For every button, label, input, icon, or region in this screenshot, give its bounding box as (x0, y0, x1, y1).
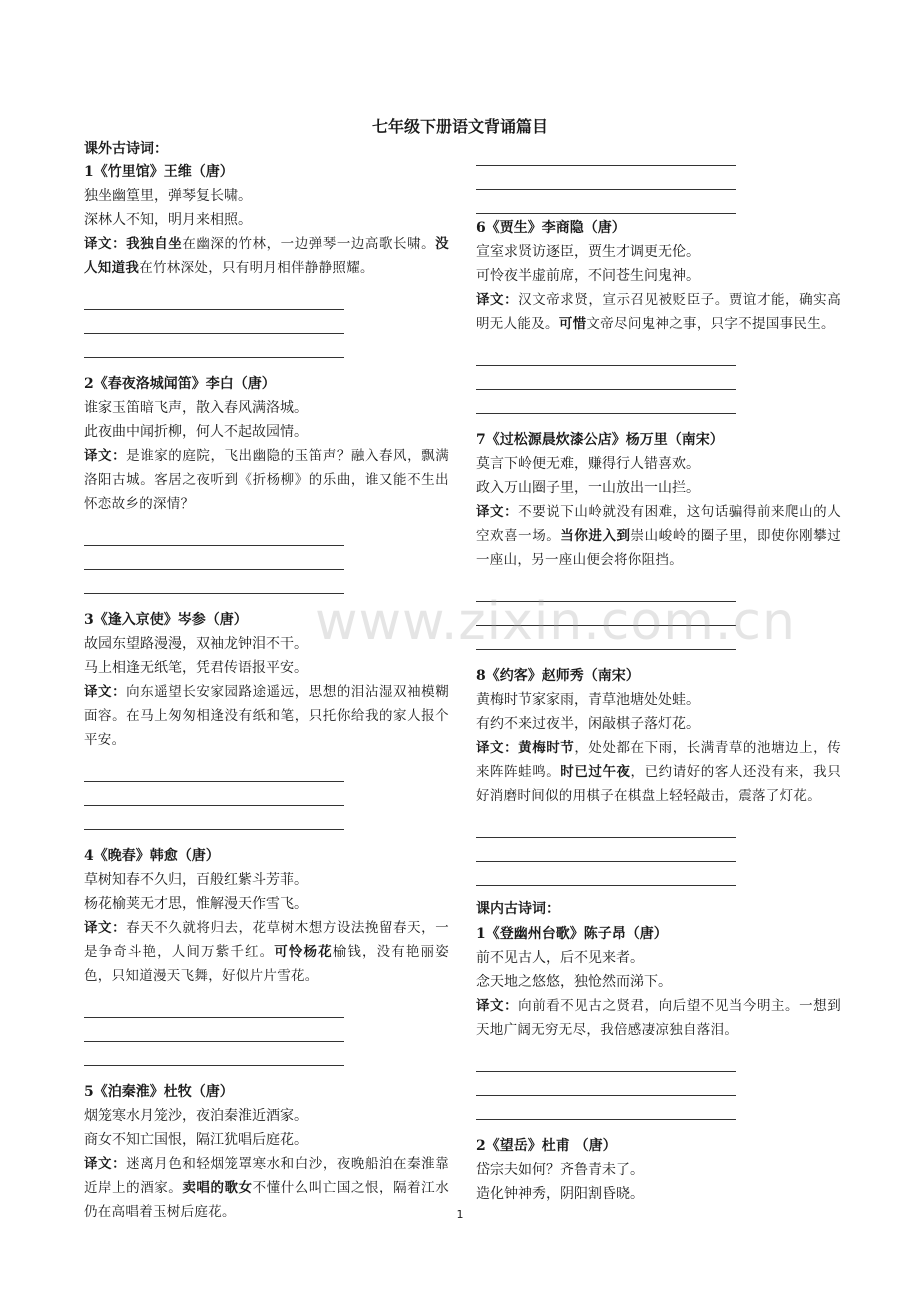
translation-emphasis: 译文： (84, 684, 127, 700)
poem-title: 1《竹里馆》王维（唐） (84, 164, 234, 180)
answer-line (84, 522, 344, 546)
right-poem-list (476, 216, 841, 886)
poem-title: 1《登幽州台歌》陈子昂（唐） (476, 926, 668, 942)
translation-text: ，已约请好的客人还没有来，我只好消磨时间似的用棋子在棋盘上轻轻敲击，震落了灯花。 (476, 764, 842, 804)
translation-emphasis: 译文： (476, 292, 519, 308)
poem-line: 前不见古人，后不见来者。 (476, 950, 644, 966)
answer-lines (476, 814, 841, 886)
poem-line: 草树知春不久归，百般红紫斗芳菲。 (84, 872, 308, 888)
left-column (84, 138, 449, 1224)
poem-title: 6《贾生》李商隐（唐） (476, 220, 626, 236)
answer-line (476, 838, 736, 862)
answer-line (476, 626, 736, 650)
poem-line: 可怜夜半虚前席，不问苍生问鬼神。 (476, 268, 700, 284)
translation (476, 994, 841, 1042)
translation-emphasis: 译文： (476, 740, 519, 756)
answer-line (84, 310, 344, 334)
answer-line (84, 570, 344, 594)
answer-lines (476, 1048, 841, 1120)
translation-emphasis: 我独自坐 (126, 236, 183, 252)
watermark: www.zixin.com.cn (315, 592, 796, 652)
answer-line (84, 758, 344, 782)
right-poem-list-2 (476, 922, 841, 1206)
poem-line: 商女不知亡国恨，隔江犹唱后庭花。 (84, 1132, 308, 1148)
poem-line: 独坐幽篁里，弹琴复长啸。 (84, 188, 252, 204)
answer-lines (84, 994, 449, 1066)
poem-title: 2《望岳》杜甫 （唐） (476, 1138, 617, 1154)
answer-line (476, 1096, 736, 1120)
poem-line: 深林人不知，明月来相照。 (84, 212, 252, 228)
translation (476, 500, 841, 572)
poem-line: 有约不来过夜半，闲敲棋子落灯花。 (476, 716, 700, 732)
answer-line (476, 366, 736, 390)
translation-text: 向前看不见古之贤君，向后望不见当今明主。一想到天地广阔无穷无尽，我倍感凄凉独自落泪。 (476, 998, 842, 1038)
answer-line (476, 390, 736, 414)
translation-emphasis: 可怜杨花 (274, 944, 333, 960)
poem-title: 3《逢入京使》岑参（唐） (84, 612, 248, 628)
translation-text: 在竹林深处，只有明月相伴静静照耀。 (139, 260, 374, 276)
poem-line: 莫言下岭便无难，赚得行人错喜欢。 (476, 456, 700, 472)
translation-emphasis: 卖唱的歌女 (182, 1180, 253, 1196)
translation-text: 榆钱，没有艳丽姿色，只知道漫天飞舞，好似片片雪花。 (84, 944, 449, 984)
translation-emphasis: 译文： (84, 920, 127, 936)
translation-text: 不懂什么叫亡国之恨，隔着江水仍在高唱着玉树后庭花。 (84, 1180, 450, 1220)
translation (84, 680, 449, 752)
translation-text: 文帝尽问鬼神之事，只字不提国事民生。 (586, 316, 835, 332)
poem-line: 黄梅时节家家雨，青草池塘处处蛙。 (476, 692, 700, 708)
translation-emphasis: 译文： (84, 236, 127, 252)
right-column (476, 142, 841, 1206)
poem-block (476, 428, 841, 650)
poem-block (84, 844, 449, 1066)
page-number: 1 (456, 1208, 464, 1221)
answer-line (476, 862, 736, 886)
answer-line (476, 166, 736, 190)
translation-text: 崇山峻岭的圈子里，即使你刚攀过一座山，另一座山便会将你阻挡。 (476, 528, 842, 568)
translation-emphasis: 没人知道我 (84, 236, 449, 276)
answer-line (84, 286, 344, 310)
answer-lines (476, 578, 841, 650)
translation-text: ，处处都在下雨，长满青草的池塘边上，传来阵阵蛙鸣。 (476, 740, 842, 780)
poem-block (84, 372, 449, 594)
answer-line (476, 342, 736, 366)
answer-lines (476, 142, 841, 214)
poem-line: 杨花榆荚无才思，惟解漫天作雪飞。 (84, 896, 308, 912)
translation-emphasis: 黄梅时节 (518, 740, 575, 756)
answer-line (476, 602, 736, 626)
poem-title: 2《春夜洛城闻笛》李白（唐） (84, 376, 276, 392)
poem-line: 谁家玉笛暗飞声，散入春风满洛城。 (84, 400, 308, 416)
poem-block (476, 922, 841, 1120)
translation (476, 288, 841, 336)
poem-block (84, 160, 449, 358)
answer-line (84, 1042, 344, 1066)
translation-emphasis: 译文： (476, 998, 519, 1014)
translation (476, 736, 841, 808)
answer-line (84, 782, 344, 806)
poem-title: 7《过松源晨炊漆公店》杨万里（南宋） (476, 432, 724, 448)
translation-text: 向东遥望长安家园路途遥远，思想的泪沾湿双袖模糊面容。在马上匆匆相逢没有纸和笔，只托你给我的家人报个平安。 (84, 684, 450, 748)
poem-title: 8《约客》赵师秀（南宋） (476, 668, 640, 684)
answer-line (84, 806, 344, 830)
left-poem-list (84, 160, 449, 1224)
poem-line: 烟笼寒水月笼沙，夜泊秦淮近酒家。 (84, 1108, 308, 1124)
answer-line (84, 994, 344, 1018)
answer-line (476, 142, 736, 166)
section-heading-extracurricular: 课外古诗词： (84, 141, 168, 157)
answer-line (476, 814, 736, 838)
answer-line (84, 334, 344, 358)
poem-line: 宣室求贤访逐臣，贾生才调更无伦。 (476, 244, 700, 260)
poem-line: 此夜曲中闻折柳，何人不起故园情。 (84, 424, 308, 440)
poem-title: 4《晚春》韩愈（唐） (84, 848, 220, 864)
translation-emphasis: 译文： (476, 504, 519, 520)
translation-emphasis: 可惜 (558, 316, 587, 332)
answer-line (84, 546, 344, 570)
poem-line: 马上相逢无纸笔，凭君传语报平安。 (84, 660, 308, 676)
answer-lines (84, 286, 449, 358)
translation-text: 不要说下山岭就没有困难，这句话骗得前来爬山的人空欢喜一场。 (476, 504, 842, 544)
answer-line (476, 1048, 736, 1072)
answer-lines (84, 758, 449, 830)
answer-line (476, 190, 736, 214)
answer-lines (476, 342, 841, 414)
translation-text: 是谁家的庭院，飞出幽隐的玉笛声？融入春风，飘满洛阳古城。客居之夜听到《折杨柳》的乐曲，谁又能不生出怀恋故乡的深情？ (84, 448, 450, 512)
page-title: 七年级下册语文背诵篇目 (371, 117, 548, 136)
answer-line (476, 1072, 736, 1096)
poem-line: 政入万山圈子里，一山放出一山拦。 (476, 480, 700, 496)
poem-block (476, 664, 841, 886)
poem-line: 故园东望路漫漫，双袖龙钟泪不干。 (84, 636, 308, 652)
poem-line: 念天地之悠悠，独怆然而涕下。 (476, 974, 672, 990)
poem-title: 5《泊秦淮》杜牧（唐） (84, 1084, 234, 1100)
translation-text: 汉文帝求贤，宣示召见被贬臣子。贾谊才能，确实高明无人能及。 (476, 292, 842, 332)
poem-line: 造化钟神秀，阴阳割昏晓。 (476, 1186, 644, 1202)
translation (84, 916, 449, 988)
translation-emphasis: 当你进入到 (560, 528, 631, 544)
answer-lines (84, 522, 449, 594)
answer-line (84, 1018, 344, 1042)
poem-block (476, 1134, 841, 1206)
poem-line: 岱宗夫如何？齐鲁青未了。 (476, 1162, 644, 1178)
translation (84, 232, 449, 280)
translation-emphasis: 时已过午夜 (560, 764, 631, 780)
translation-text: 在幽深的竹林，一边弹琴一边高歌长啸。 (182, 236, 436, 252)
translation-text: 迷离月色和轻烟笼罩寒水和白沙，夜晚船泊在秦淮靠近岸上的酒家。 (84, 1156, 450, 1196)
poem-block (476, 216, 841, 414)
section-heading-in-class: 课内古诗词： (476, 901, 560, 917)
poem-block (84, 608, 449, 830)
answer-line (476, 578, 736, 602)
translation-emphasis: 译文： (84, 448, 127, 464)
translation-text: 春天不久就将归去，花草树木想方设法挽留春天，一是争奇斗艳，人间万紫千红。 (84, 920, 450, 960)
poem-block (84, 1080, 449, 1224)
translation (84, 444, 449, 516)
translation-emphasis: 译文： (84, 1156, 127, 1172)
